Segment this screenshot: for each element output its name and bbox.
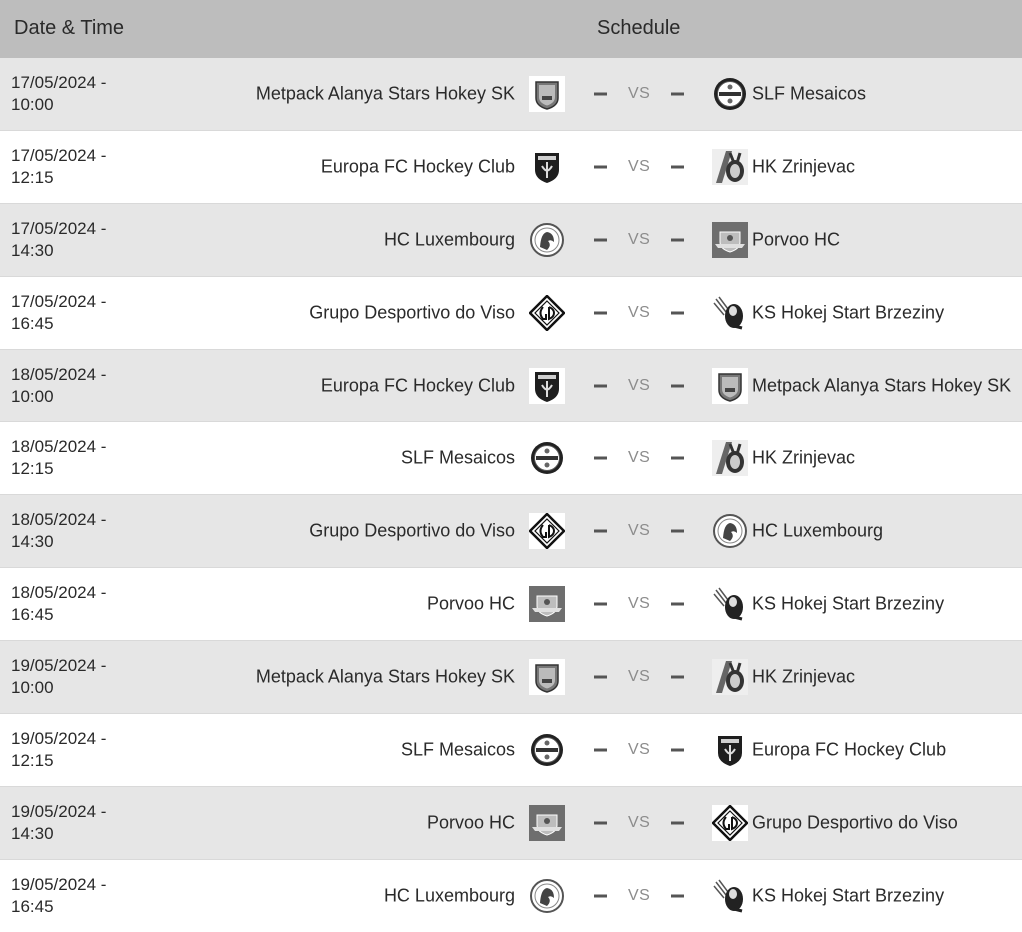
vs-label: VS — [628, 84, 651, 102]
score-placeholder-home — [594, 384, 607, 387]
away-team-name: Grupo Desportivo do Viso — [752, 812, 958, 833]
home-team-name: SLF Mesaicos — [400, 739, 515, 760]
home-team-name: Europa FC Hockey Club — [320, 156, 515, 177]
square-crest-icon — [712, 222, 748, 258]
vs-label: VS — [628, 522, 651, 540]
score-placeholder-home — [594, 530, 607, 533]
match-datetime — [11, 655, 141, 699]
match-datetime — [11, 218, 141, 262]
score-placeholder-home — [594, 676, 607, 679]
match-date: 18/05/2024 - — [11, 510, 107, 530]
vs-label: VS — [628, 595, 651, 613]
match-row — [0, 787, 1022, 860]
match-datetime — [11, 728, 141, 772]
home-team-name: Europa FC Hockey Club — [320, 375, 515, 395]
match-row — [0, 641, 1022, 714]
match-datetime — [11, 582, 141, 626]
match-datetime — [11, 436, 141, 480]
match-row — [0, 131, 1022, 204]
away-team-name: KS Hokej Start Brzeziny — [752, 885, 945, 906]
match-list — [0, 58, 1022, 932]
score-placeholder-away — [671, 457, 684, 460]
match-row — [0, 58, 1022, 131]
match-date: 19/05/2024 - — [11, 656, 107, 676]
match-time: 10:00 — [11, 386, 54, 406]
match-datetime — [11, 72, 141, 116]
hare-mascot-icon — [712, 440, 748, 476]
match-date: 17/05/2024 - — [11, 72, 107, 92]
score-placeholder-home — [594, 748, 607, 751]
vs-label: VS — [628, 813, 651, 831]
shield-badge-icon — [529, 659, 565, 695]
home-team-name: Grupo Desportivo do Viso — [309, 520, 515, 541]
match-datetime — [11, 291, 141, 335]
home-team-name: Metpack Alanya Stars Hokey SK — [255, 666, 515, 687]
home-team-name: SLF Mesaicos — [400, 447, 515, 468]
home-team-name: Porvoo HC — [426, 812, 515, 833]
vs-label: VS — [628, 303, 651, 321]
match-date: 17/05/2024 - — [11, 291, 107, 311]
match-row — [0, 350, 1022, 423]
match-time: 10:00 — [11, 94, 54, 114]
away-team-name: Europa FC Hockey Club — [752, 739, 947, 760]
away-team-name: KS Hokej Start Brzeziny — [752, 302, 945, 323]
shield-badge-icon — [529, 76, 565, 112]
header-date-time: Date & Time — [14, 17, 125, 39]
lion-crest-icon — [529, 222, 565, 258]
home-team-name: HC Luxembourg — [383, 229, 515, 250]
diamond-monogram-icon — [529, 295, 565, 331]
home-team-name: Metpack Alanya Stars Hokey SK — [255, 83, 515, 104]
match-row — [0, 422, 1022, 495]
match-row — [0, 714, 1022, 787]
match-time: 16:45 — [11, 313, 54, 333]
square-crest-icon — [529, 586, 565, 622]
score-placeholder-away — [671, 676, 684, 679]
vs-label: VS — [628, 230, 651, 248]
score-placeholder-home — [594, 457, 607, 460]
match-time: 12:15 — [11, 167, 54, 187]
match-datetime — [11, 364, 141, 408]
round-seal-icon — [712, 76, 748, 112]
match-row — [0, 860, 1022, 932]
diamond-monogram-icon — [529, 513, 565, 549]
away-team-name: KS Hokej Start Brzeziny — [752, 593, 945, 614]
home-team-name: HC Luxembourg — [383, 885, 515, 906]
match-time: 14:30 — [11, 532, 54, 552]
score-placeholder-home — [594, 894, 607, 897]
match-row — [0, 204, 1022, 277]
match-time: 12:15 — [11, 459, 54, 479]
match-date: 17/05/2024 - — [11, 145, 107, 165]
score-placeholder-away — [671, 821, 684, 824]
match-time: 14:30 — [11, 240, 54, 260]
home-team-name: Grupo Desportivo do Viso — [309, 302, 515, 323]
match-date: 18/05/2024 - — [11, 437, 107, 457]
away-team-name: HK Zrinjevac — [752, 156, 856, 177]
score-placeholder-home — [594, 821, 607, 824]
shield-badge-icon — [712, 368, 748, 404]
diamond-monogram-icon — [712, 805, 748, 841]
match-time: 14:30 — [11, 823, 54, 843]
away-team-name: Porvoo HC — [752, 229, 841, 250]
score-placeholder-home — [594, 603, 607, 606]
match-row — [0, 277, 1022, 350]
match-date: 19/05/2024 - — [11, 874, 107, 894]
player-mascot-icon — [712, 295, 748, 331]
match-datetime — [11, 801, 141, 845]
away-team-name: SLF Mesaicos — [752, 83, 867, 104]
match-time: 12:15 — [11, 750, 54, 770]
player-mascot-icon — [712, 586, 748, 622]
dark-shield-icon — [529, 149, 565, 185]
match-date: 18/05/2024 - — [11, 583, 107, 603]
score-placeholder-away — [671, 894, 684, 897]
score-placeholder-home — [594, 92, 607, 95]
vs-label: VS — [628, 740, 651, 758]
hare-mascot-icon — [712, 149, 748, 185]
match-datetime — [11, 874, 141, 918]
match-time: 16:45 — [11, 896, 54, 916]
score-placeholder-away — [671, 603, 684, 606]
vs-label: VS — [628, 886, 651, 904]
away-team-name: Metpack Alanya Stars Hokey SK — [752, 375, 1012, 395]
score-placeholder-away — [671, 748, 684, 751]
vs-label: VS — [628, 376, 651, 394]
match-datetime — [11, 145, 141, 189]
match-row — [0, 495, 1022, 568]
round-seal-icon — [529, 732, 565, 768]
match-time: 10:00 — [11, 678, 54, 698]
match-date: 17/05/2024 - — [11, 218, 107, 238]
score-placeholder-away — [671, 530, 684, 533]
match-date: 19/05/2024 - — [11, 728, 107, 748]
away-team-name: HK Zrinjevac — [752, 447, 856, 468]
match-datetime — [11, 509, 141, 553]
match-date: 18/05/2024 - — [11, 364, 107, 384]
lion-crest-icon — [712, 513, 748, 549]
score-placeholder-away — [671, 165, 684, 168]
square-crest-icon — [529, 805, 565, 841]
score-placeholder-home — [594, 238, 607, 241]
score-placeholder-away — [671, 311, 684, 314]
round-seal-icon — [529, 440, 565, 476]
score-placeholder-home — [594, 311, 607, 314]
lion-crest-icon — [529, 878, 565, 914]
vs-label: VS — [628, 157, 651, 175]
header-schedule: Schedule — [597, 17, 681, 39]
player-mascot-icon — [712, 878, 748, 914]
dark-shield-icon — [712, 732, 748, 768]
score-placeholder-away — [671, 384, 684, 387]
match-row — [0, 568, 1022, 641]
away-team-name: HC Luxembourg — [752, 520, 884, 541]
match-time: 16:45 — [11, 605, 54, 625]
vs-label: VS — [628, 449, 651, 467]
score-placeholder-away — [671, 238, 684, 241]
hare-mascot-icon — [712, 659, 748, 695]
away-team-name: HK Zrinjevac — [752, 666, 856, 687]
dark-shield-icon — [529, 368, 565, 404]
match-date: 19/05/2024 - — [11, 801, 107, 821]
score-placeholder-home — [594, 165, 607, 168]
table-header — [0, 0, 1022, 58]
home-team-name: Porvoo HC — [426, 593, 515, 614]
score-placeholder-away — [671, 92, 684, 95]
vs-label: VS — [628, 668, 651, 686]
